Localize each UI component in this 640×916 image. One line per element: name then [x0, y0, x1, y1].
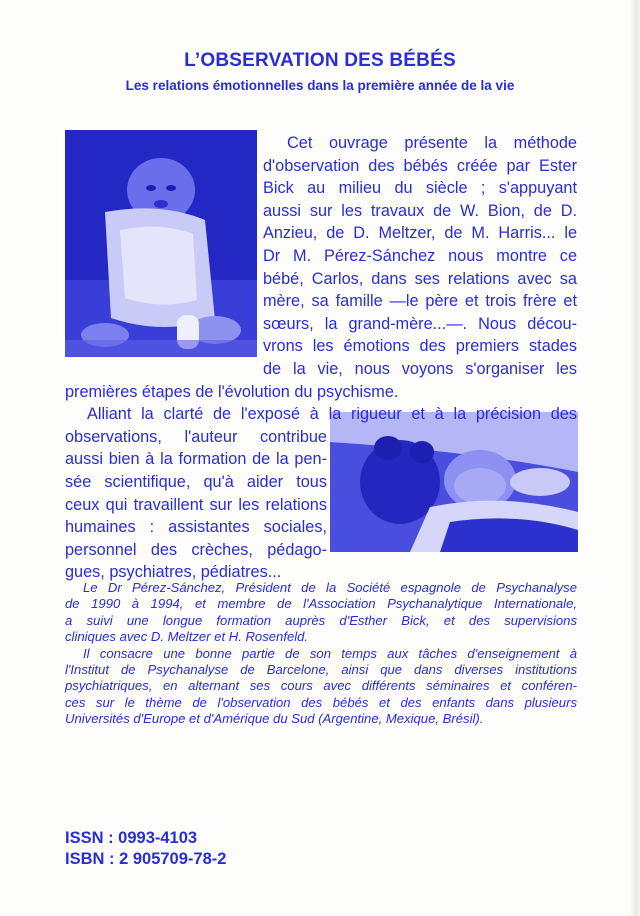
bio-line: Universités d'Europe et d'Amérique du Sud (Argentine, Mexique, Brésil). — [65, 711, 484, 727]
body-line: premières étapes de l'évolution du psychisme. — [65, 382, 399, 401]
description-text — [65, 132, 577, 584]
bio-line: ces sur le thème de l'observation des bébés et des enfants dans plusieurs — [65, 694, 577, 710]
body-line: bébé, Carlos, dans ses relations avec sa — [263, 269, 577, 288]
body-line: ceux qui travaillent sur les relations — [65, 495, 327, 514]
body-line: personnel des crèches, pédago- — [65, 540, 327, 559]
book-title: L’OBSERVATION DES BÉBÉS — [184, 50, 456, 71]
body-line: Cet ouvrage présente la méthode — [287, 134, 577, 152]
page-edge-shadow — [630, 0, 640, 916]
book-subtitle: Les relations émotionnelles dans la première année de la vie — [125, 78, 515, 93]
publication-codes — [65, 828, 226, 870]
body-line: de la vie, nous voyons s'organiser les — [263, 359, 577, 378]
body-line: Dr M. Pérez-Sánchez nous montre ce — [263, 246, 577, 265]
issn-code: ISSN : 0993-4103 — [65, 829, 198, 847]
bio-line: Le Dr Pérez-Sánchez, Président de la Société espagnole de Psychanalyse — [83, 580, 577, 595]
isbn-code: ISBN : 2 905709-78-2 — [65, 850, 227, 868]
body-line: aussi bien à la formation de la pen- — [65, 450, 327, 469]
author-biography — [65, 580, 577, 728]
body-line: Alliant la clarté de l'exposé à la rigueur et à la précision des — [87, 405, 577, 424]
bio-line: Il consacre une bonne partie de son temps aux tâches d'enseignement à — [83, 645, 577, 661]
bio-line: cliniques avec D. Meltzer et H. Rosenfeld. — [65, 629, 309, 645]
body-line: Bick au milieu du siècle ; s'appuyant — [263, 179, 577, 198]
body-line: humaines : assistantes sociales, — [65, 518, 327, 537]
body-line: vrons les émotions des premiers stades — [263, 337, 577, 356]
body-line: d'observation des bébés créée par Ester — [263, 156, 577, 175]
bio-line: de 1990 à 1994, et membre de l'Association Psychanalytique Internationale, — [65, 596, 577, 612]
body-line: sée scientifique, qu'à aider tous — [65, 472, 327, 491]
body-line: Anzieu, de D. Meltzer, de M. Harris... le — [263, 224, 577, 243]
body-line: observations, l'auteur contribue — [65, 427, 327, 446]
bio-line: psychiatriques, en alternant ses cours avec différents séminaires et conféren- — [65, 678, 577, 694]
bio-line: a suivi une longue formation auprès d'Esther Bick, et des supervisions — [65, 612, 577, 628]
body-line: mère, sa famille —le père et trois frère et — [263, 292, 577, 311]
body-line: gues, psychiatres, pédiatres... — [65, 563, 282, 582]
bio-line: l'Institut de Psychanalyse de Barcelone, ainsi que dans diverses institutions — [65, 662, 577, 678]
body-line: aussi sur les travaux de W. Bion, de D. — [263, 201, 577, 220]
body-line: sœurs, la grand-mère...—. Nous décou- — [263, 314, 577, 333]
